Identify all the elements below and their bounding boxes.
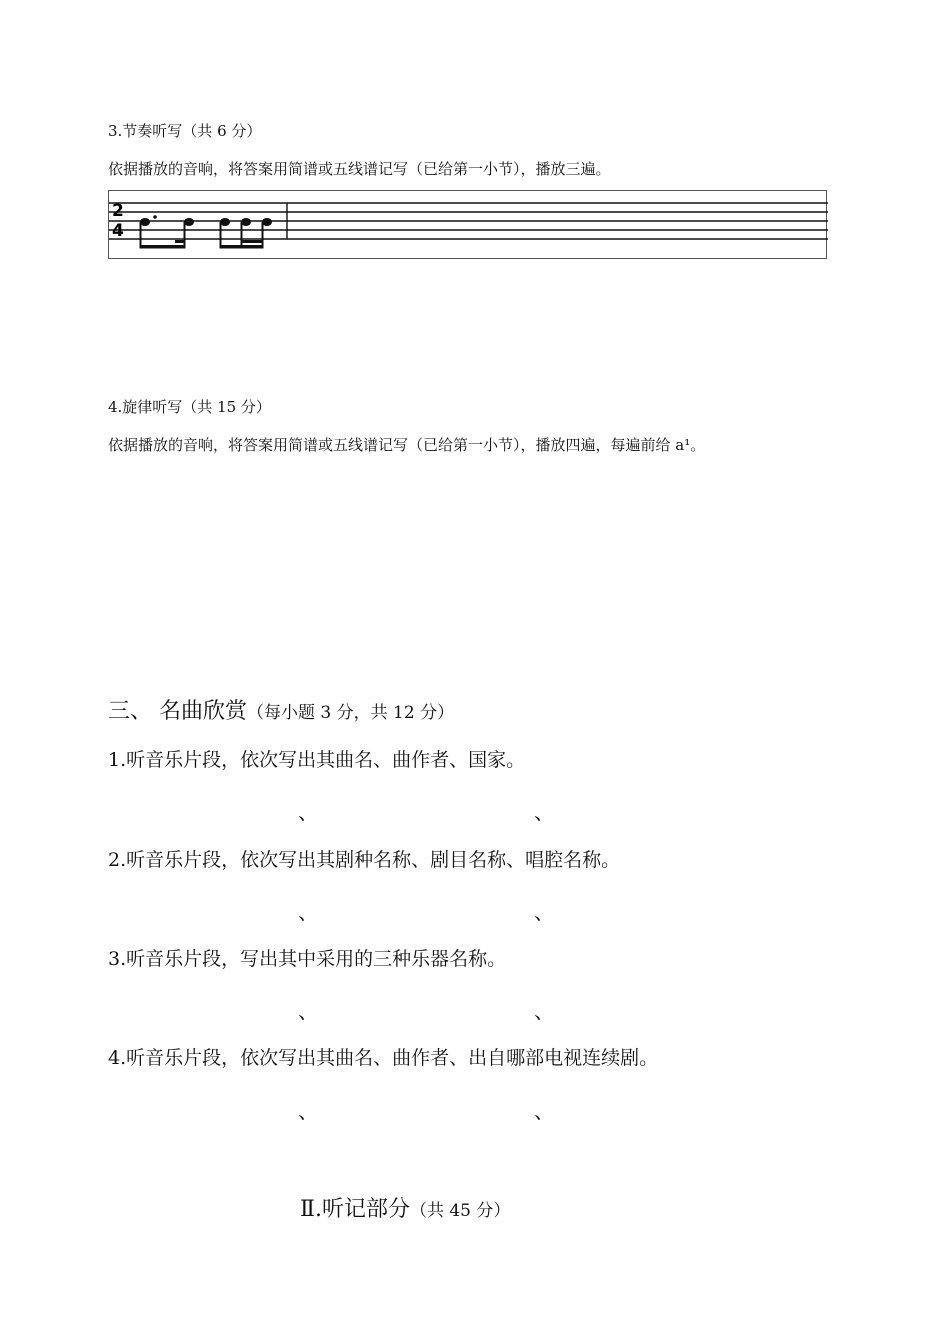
part2-heading-main: Ⅱ.听记部分 xyxy=(300,1197,410,1222)
question-3: 3.听音乐片段，写出其中采用的三种乐器名称。 xyxy=(108,948,507,970)
rhythm-instruction: 依据播放的音响，将答案用简谱或五线谱记写（已给第一小节），播放三遍。 xyxy=(108,160,611,178)
answer-separator: 、 xyxy=(298,999,318,1023)
answer-separator: 、 xyxy=(298,800,318,824)
beam xyxy=(220,245,264,249)
section3-heading-main: 三、 名曲欣赏 xyxy=(108,699,247,724)
answer-separator: 、 xyxy=(534,900,554,924)
beam-partial xyxy=(175,240,186,243)
section3-heading-suffix: （每小题 3 分，共 12 分） xyxy=(247,703,455,723)
time-signature-top: 2 xyxy=(112,201,124,221)
answer-separator: 、 xyxy=(534,999,554,1023)
augmentation-dot xyxy=(153,215,157,219)
time-signature-bottom: 4 xyxy=(112,221,124,241)
section3-heading xyxy=(108,694,454,725)
question-2: 2.听音乐片段，依次写出其剧种名称、剧目名称、唱腔名称。 xyxy=(108,849,621,871)
melody-title: 4.旋律听写（共 15 分） xyxy=(108,398,271,416)
answer-separator: 、 xyxy=(534,800,554,824)
rhythm-staff xyxy=(109,191,828,260)
melody-instruction: 依据播放的音响，将答案用简谱或五线谱记写（已给第一小节），播放四遍，每遍前给 a¹。 xyxy=(108,436,706,454)
rhythm-title: 3.节奏听写（共 6 分） xyxy=(108,122,262,140)
part2-heading xyxy=(300,1192,510,1223)
part2-heading-suffix: （共 45 分） xyxy=(409,1201,511,1221)
beam xyxy=(140,245,186,249)
beam-secondary xyxy=(241,240,264,243)
rhythm-staff-box xyxy=(108,190,827,259)
question-1: 1.听音乐片段，依次写出其曲名、曲作者、国家。 xyxy=(108,749,526,771)
answer-separator: 、 xyxy=(298,1099,318,1123)
answer-separator: 、 xyxy=(298,900,318,924)
question-4: 4.听音乐片段，依次写出其曲名、曲作者、出自哪部电视连续剧。 xyxy=(108,1047,659,1069)
answer-separator: 、 xyxy=(534,1099,554,1123)
